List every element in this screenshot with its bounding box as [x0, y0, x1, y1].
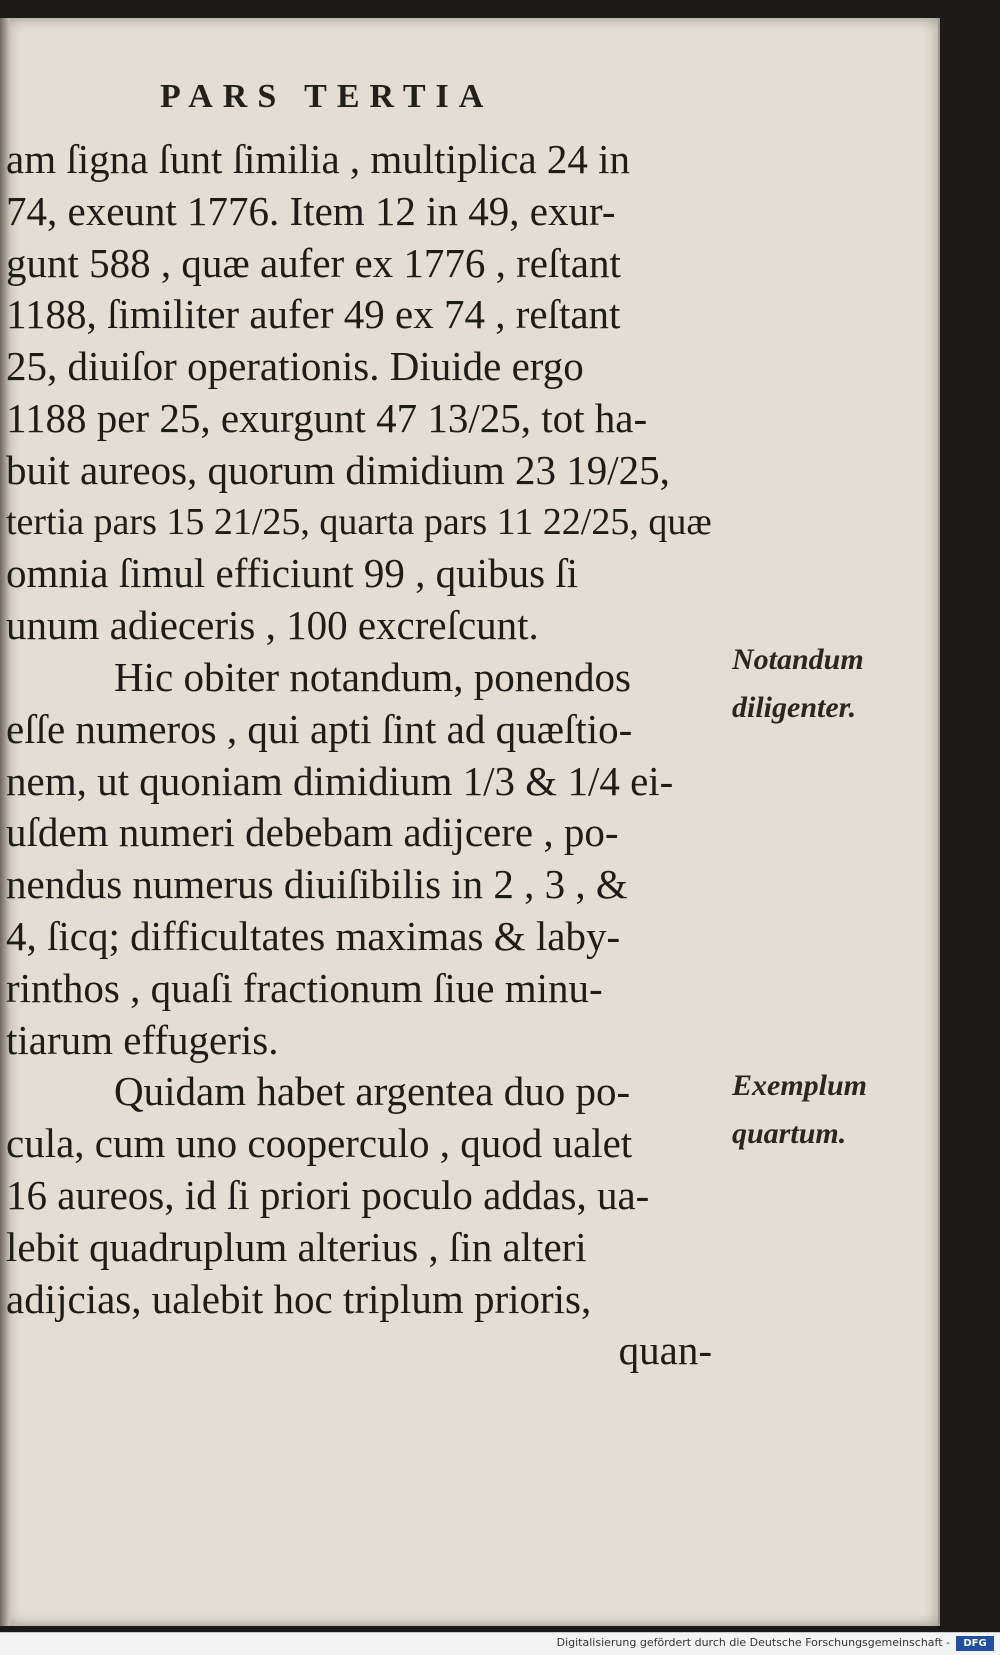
text-line: am ſigna ſunt ſimilia , multiplica 24 in — [6, 136, 631, 182]
catchword: quan- — [618, 1327, 712, 1374]
dfg-logo[interactable]: DFG — [956, 1636, 994, 1651]
text-line: 25, diuiſor operationis. Diuide ergo — [6, 343, 584, 390]
text-line: rinthos , quaſi fractionum ſiue minu- — [6, 964, 603, 1011]
marginal-note-line: quartum. — [732, 1117, 847, 1150]
text-line: tertia pars 15 21/25, quarta pars 11 22/25, quæ — [6, 500, 712, 543]
text-line: cula, cum uno cooperculo , quod ualet — [6, 1120, 633, 1167]
marginal-note-line: Notandum — [732, 643, 864, 676]
footer-bar — [0, 1632, 1000, 1655]
text-line: 1188 per 25, exurgunt 47 13/25, tot ha- — [6, 394, 648, 441]
text-line: omnia ſimul efficiunt 99 , quibus ſi — [6, 550, 579, 597]
body-text — [6, 134, 716, 1377]
text-line: 16 aureos, id ſi priori poculo addas, ua- — [6, 1171, 650, 1218]
text-line: unum adieceris , 100 excreſcunt. — [6, 602, 539, 649]
marginal-note — [732, 636, 864, 732]
text-line: tiarum effugeris. — [6, 1016, 279, 1063]
marginal-note — [732, 1062, 867, 1158]
text-line: 1188, ſimiliter aufer 49 ex 74 , reſtant — [6, 291, 621, 338]
text-line: 4, ſicq; difficultates maximas & laby- — [6, 912, 621, 959]
text-line: eſſe numeros , qui apti ſint ad quæſtio- — [6, 705, 633, 752]
text-line: lebit quadruplum alterius , ſin alteri — [6, 1223, 587, 1270]
text-line: uſdem numeri debebam adijcere , po- — [6, 809, 619, 856]
text-line: buit aureos, quorum dimidium 23 19/25, — [6, 446, 670, 493]
marginal-note-line: diligenter. — [732, 691, 857, 724]
text-line: nendus numerus diuiſibilis in 2 , 3 , & — [6, 861, 628, 908]
text-line: gunt 588 , quæ aufer ex 1776 , reſtant — [6, 239, 621, 286]
text-line: nem, ut quoniam dimidium 1/3 & 1/4 ei- — [6, 757, 674, 804]
text-line: Quidam habet argentea duo po- — [114, 1068, 631, 1115]
text-line: adijcias, ualebit hoc triplum prioris, — [6, 1275, 592, 1322]
text-line: 74, exeunt 1776. Item 12 in 49, exur- — [6, 187, 616, 234]
text-line: Hic obiter notandum, ponendos — [114, 653, 631, 700]
marginal-note-line: Exemplum — [732, 1069, 868, 1102]
funding-notice: Digitalisierung gefördert durch die Deutsche Forschungsgemeinschaft - — [556, 1636, 950, 1649]
running-head: PARS TERTIA — [160, 78, 494, 115]
